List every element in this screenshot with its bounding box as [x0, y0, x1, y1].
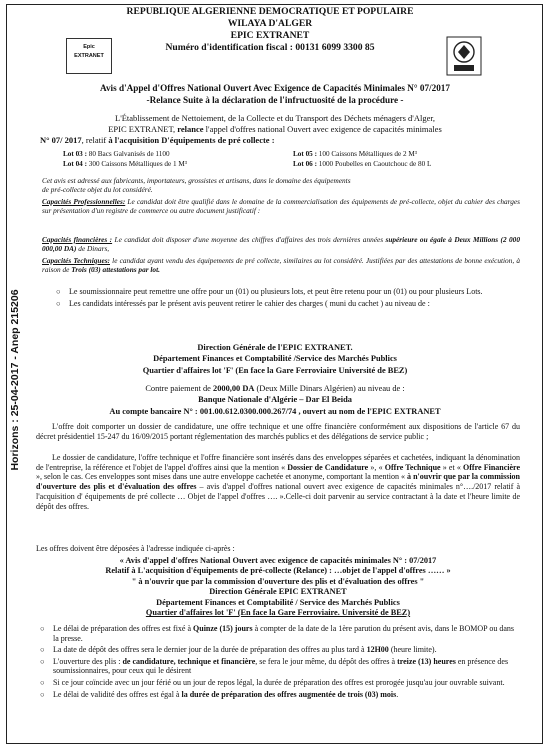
mention-technique: Offre Technique	[384, 462, 441, 472]
b2-2-a: L'ouverture des plis :	[53, 656, 123, 666]
para2-a: Le dossier de candidature, l'offre technique et l'offre financière sont insérés dans des enveloppes séparées et cachetées, indiquant la dénomination de l'entreprise, la référence et l'objet de l'appel d'offres ainsi que la mention «	[36, 453, 520, 472]
dg2-line6: Quartier d'affaires lot 'F' (En face la Gare Ferroviaire. Université de BEZ)	[145, 608, 411, 618]
header-republic: REPUBLIQUE ALGERIENNE DEMOCRATIQUE ET POPULAIRE	[126, 6, 414, 17]
cap-tech-text: le candidat ayant vendu des équipements de pré collecte, similaires au lot considéré. Justifiées par des attestations de bonne exécution, à raison de	[42, 256, 520, 275]
cap-fin-label: Capacités financières :	[42, 235, 113, 244]
b2-4-c: .	[396, 689, 399, 699]
payment-prefix: Contre paiement de	[145, 384, 213, 393]
intro-relance: relance	[177, 123, 204, 134]
b2-1-c: (heure limite).	[388, 645, 437, 655]
dg2-line2: Relatif à L'acquisition d'équipements de pré-collecte (Relance) : …objet de l'appel d'offres …… »	[105, 566, 451, 576]
header-wilaya: WILAYA D'ALGER	[227, 18, 313, 29]
lot-04-desc: 300 Caissons Métalliques de 1 M³	[86, 160, 187, 168]
bullet-ouverture-plis	[40, 657, 518, 676]
title-line2: -Relance Suite à la déclaration de l'infructuosité de la procédure -	[146, 94, 404, 105]
audience-notice	[42, 176, 522, 194]
capacites-techniques	[42, 256, 520, 274]
intro-object: à l'acquisition D'équipements de pré collecte :	[108, 134, 275, 145]
lot-03-label: Lot 03 :	[63, 150, 87, 158]
direction-generale-1	[40, 342, 510, 376]
capacites-financieres	[42, 235, 520, 253]
bullet-date-depot	[40, 645, 518, 655]
notice-title	[40, 83, 510, 106]
b2-3-a: Si ce jour coïncide avec un jour férié ou un jour de repos légal, la durée de préparation des offres est prorogée jusqu'au jour ouvrable suivant.	[53, 677, 505, 687]
cap-fin-end: de Dinars,	[76, 244, 110, 254]
cap-tech-attestations: Trois (03) attestations par lot.	[71, 265, 160, 275]
bullet-multi-lots: ○ Le soumissionnaire peut remettre une offre pour un (01) ou plusieurs lots, et peut être retenu pour un (01) ou pour plusieurs Lots.	[56, 287, 514, 297]
b2-2-b: de candidature, technique et financière	[122, 656, 256, 666]
intro-ref: N° 07/ 2017	[40, 134, 82, 145]
bank-name: Banque Nationale d'Algérie – Dar El Beida	[198, 395, 352, 405]
envelope-paragraph	[36, 453, 520, 511]
payment-amount: 2000,00 DA	[213, 384, 255, 393]
bullet-list-2	[40, 624, 518, 701]
cap-pro-label: Capacités Professionnelles:	[42, 197, 126, 206]
lot-05	[293, 150, 417, 158]
mention-candidature: Dossier de Candidature	[287, 462, 369, 472]
b2-1-b: 12H00	[366, 645, 389, 655]
para2-e: » et «	[440, 462, 464, 472]
bullet-retrieve-specs: ○ Les candidats intéressés par le présent avis peuvent retirer le cahier des charges ( muni du cachet ) au niveau de :	[56, 299, 514, 309]
logo-line1: Epic	[83, 44, 95, 50]
para2-c: », «	[368, 462, 385, 472]
dg2-line3: " à n'ouvrir que par la commission d'ouverture des plis et d'évaluation des offres "	[131, 576, 425, 586]
bullet-list-1	[56, 287, 514, 311]
bullet-jour-ferie	[40, 678, 518, 688]
intro-org: EPIC EXTRANET,	[108, 123, 178, 134]
b2-4-a: Le délai de validité des offres est égal à	[53, 689, 182, 699]
b2-2-d: treize (13) heures	[397, 656, 456, 666]
b2-0-c: à compter de la date de la 1ère parution du présent avis, dans le BOMOP ou dans la presse.	[53, 624, 514, 643]
b2-2-c: , se fera le jour même, du dépôt des offres à	[255, 656, 398, 666]
lot-03-desc: 80 Bacs Galvanisés de 1100	[86, 150, 170, 158]
cap-tech-label: Capacités Techniques:	[42, 256, 110, 265]
b2-4-b: la durée de préparation des offres augmentée de trois (03) mois	[181, 689, 397, 699]
offer-composition-paragraph: L'offre doit comporter un dossier de candidature, une offre technique et une offre financière conformément aux dispositions de l'article 67 du décret présidentiel 15-247 du 16/09/2015 portant réglementation des marchés publics et des délégations de service public ;	[36, 422, 520, 441]
title-line1: Avis d'Appel d'Offres National Ouvert Avec Exigence de Capacités Minimales N° 07/2017	[100, 83, 450, 93]
cap-fin-amount: supérieure ou égale à Deux Millions (2 000 000,00 DA)	[42, 235, 520, 254]
lot-05-label: Lot 05 :	[293, 150, 317, 158]
notice-line1: Cet avis est adressé aux fabricants, importateurs, grossistes et artisans, dans le domaine des équipements	[42, 176, 351, 185]
side-stamp-text: Horizons : 25-04-2017 - Anep 215206	[9, 289, 21, 471]
header-fiscal-id: Numéro d'identification fiscal : 00131 6099 3300 85	[165, 42, 375, 53]
lot-03	[63, 150, 170, 158]
bullet-validite	[40, 690, 518, 700]
notice-line2: de pré-collecte objet du lot considéré.	[42, 185, 153, 195]
intro-line2-rest: l'appel d'offres national Ouvert avec exigence de capacités minimales	[203, 123, 442, 134]
lot-04	[63, 160, 187, 168]
b2-0-a: Le délai de préparation des offres est fixé à	[53, 624, 194, 633]
header-epic: EPIC EXTRANET	[230, 30, 310, 41]
mention-financiere: Offre Financière	[463, 462, 521, 472]
lot-06-label: Lot 06 :	[293, 160, 317, 168]
dg1-line1: Direction Générale de l'EPIC EXTRANET.	[197, 343, 353, 352]
deposit-line: Les offres doivent être déposées à l'adresse indiquée ci-après :	[36, 544, 235, 553]
side-stamp	[8, 260, 22, 500]
header	[100, 6, 440, 54]
direction-generale-2	[36, 556, 520, 618]
payment-info	[40, 383, 510, 417]
para2-i: – avis d'appel d'offres national ouvert avec exigence de capacités minimales n°…./2017 relatif à l'acquisition d' équipements de pré collecte … Objet de l'appel d'offres …. ».Celle-ci doit parvenir au service contractant à la date et l'heure limite de dépôt des offres.	[36, 482, 520, 511]
dg2-line5: Département Finances et Comptabilité / Service des Marchés Publics	[156, 597, 400, 607]
mention-commission: à n'ouvrir que par la commission d'ouverture des plis et d'évaluation des offres	[36, 472, 521, 492]
dg2-line1: « Avis d'appel d'offres National Ouvert avec exigence de capacités minimales N° : 07/2017	[119, 556, 437, 565]
lot-06-desc: 1000 Poubelles en Caoutchouc de 80 L	[316, 160, 432, 168]
dg2-line4: Direction Générale EPIC EXTRANET	[209, 587, 347, 597]
lot-05-desc: 100 Caissons Métalliques de 2 M³	[316, 150, 417, 158]
dg1-line2: Département Finances et Comptabilité /Service des Marchés Publics	[153, 354, 397, 364]
para2-g: », selon le cas. Ces enveloppes sont mises dans une autre enveloppe cachetée et anonyme, comportant la mention «	[36, 472, 408, 482]
intro-relatif: , relatif	[81, 134, 109, 145]
wilaya-emblem-icon	[446, 36, 482, 76]
b2-1-a: La date de dépôt des offres sera le dernier jour de la durée de préparation des offres au plus tard à	[53, 645, 367, 655]
intro-line1: L'Établissement de Nettoiement, de la Collecte et du Transport des Déchets ménagers d'Alger,	[115, 113, 435, 123]
b2-2-e: en présence des soumissionnaires, pour ceux qui le désirent	[53, 656, 509, 676]
logo-line2: EXTRANET	[74, 53, 104, 59]
payment-suffix: (Deux Mille Dinars Algérien) au niveau de :	[254, 384, 405, 393]
bullet-delai-preparation	[40, 624, 518, 643]
dg1-line3: Quartier d'affaires lot 'F' (En face la Gare Ferroviaire Université de BEZ)	[142, 365, 408, 375]
b2-0-b: Quinze (15) jours	[193, 624, 253, 633]
lot-06	[293, 160, 431, 168]
intro-paragraph	[40, 113, 510, 145]
lot-04-label: Lot 04 :	[63, 160, 87, 168]
bank-account: Au compte bancaire N° : 001.00.612.0300.000.267/74 , ouvert au nom de l'EPIC EXTRANET	[109, 406, 441, 416]
cap-pro-text: Le candidat doit être qualifié dans le domaine de la commercialisation des équipements de pré-collecte, objet du cahier des charges sur présentation d'un registre de commerce ou autre document justificatif :	[42, 197, 520, 216]
cap-fin-text: Le candidat doit disposer d'une moyenne des chiffres d'affaires des trois dernières années	[112, 235, 386, 244]
capacites-professionnelles	[42, 197, 520, 215]
